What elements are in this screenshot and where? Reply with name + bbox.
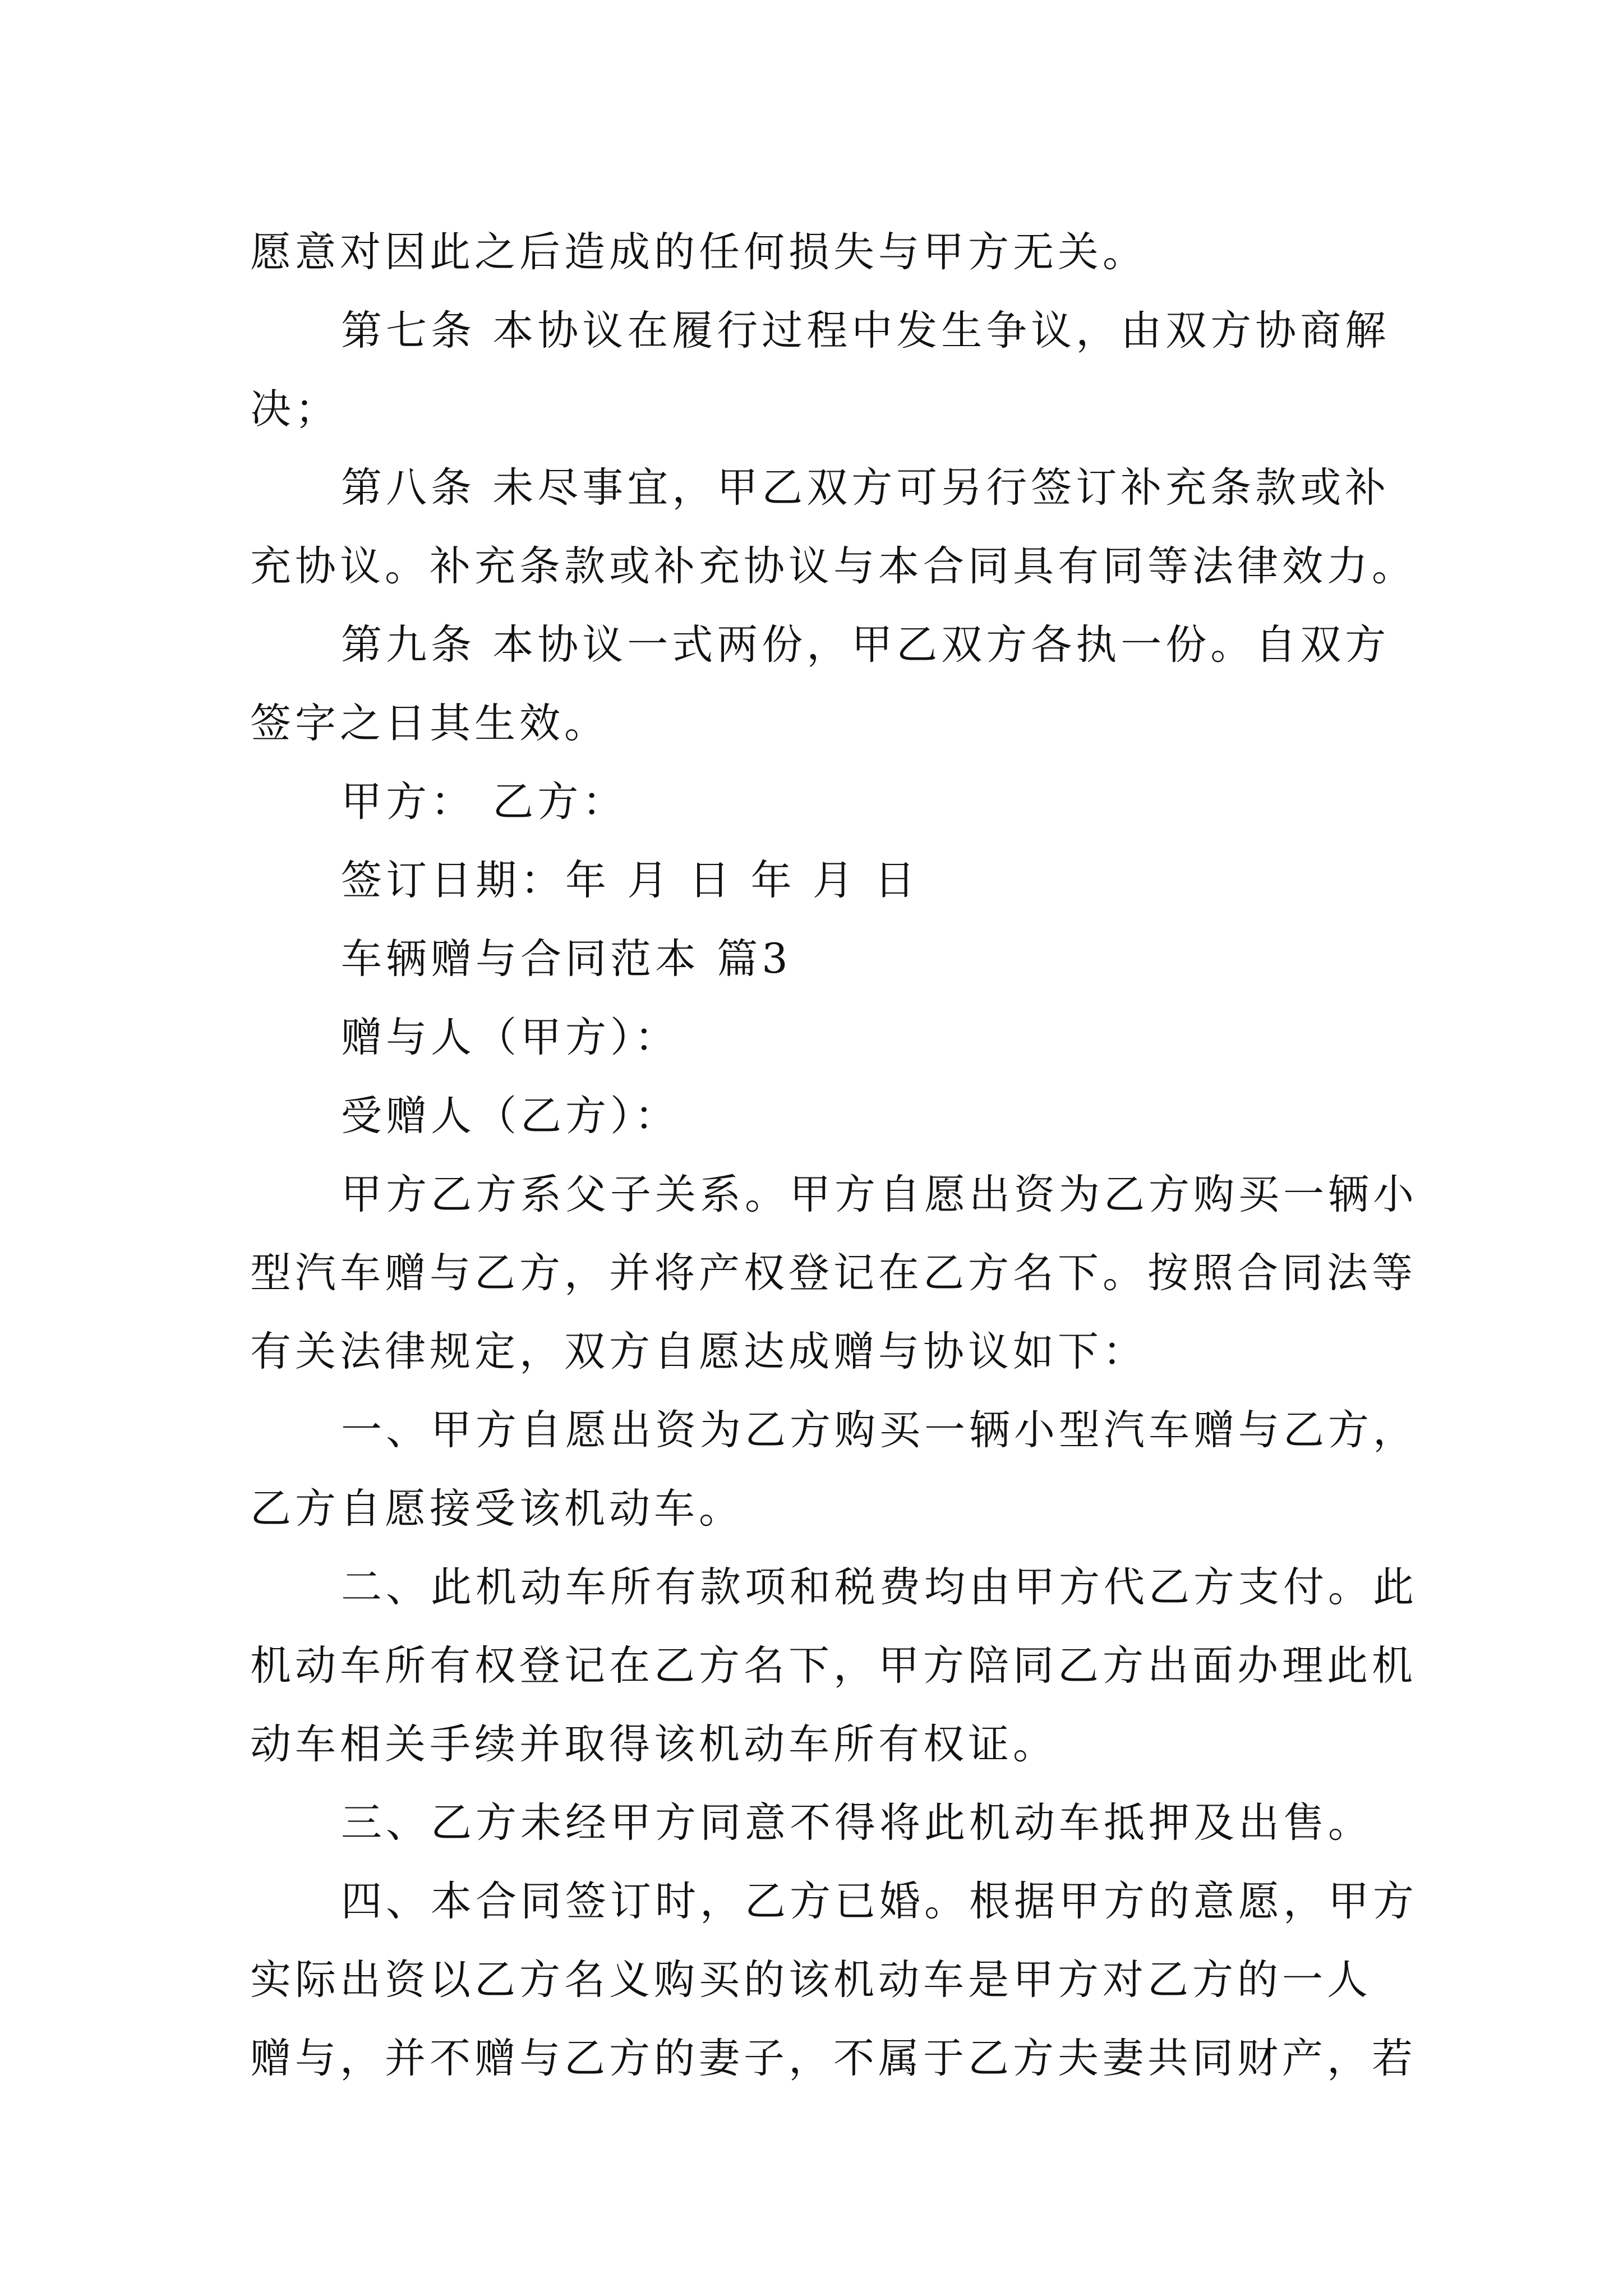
intro-paragraph xyxy=(250,1156,1418,1391)
document-page xyxy=(250,213,1418,2098)
donor-line: 赠与人（甲方）： xyxy=(341,1014,680,1061)
text-line: 实际出资以乙方名义购买的该机动车是甲方对乙方的一人 xyxy=(250,1956,1372,2004)
clause-3-paragraph: 三、乙方未经甲方同意不得将此机动车抵押及出售。 xyxy=(341,1799,1373,1847)
text-line: 四、本合同签订时，乙方已婚。根据甲方的意愿，甲方 xyxy=(341,1878,1418,1925)
text-line: 有关法律规定，双方自愿达成赠与协议如下： xyxy=(250,1328,1147,1375)
clause-2-paragraph xyxy=(250,1548,1418,1784)
clause-4-paragraph xyxy=(250,1862,1418,2098)
text-line: 机动车所有权登记在乙方名下，甲方陪同乙方出面办理此机 xyxy=(250,1642,1417,1690)
section-heading: 车辆赠与合同范本 篇3 xyxy=(341,935,792,983)
text-line: 动车相关手续并取得该机动车所有权证。 xyxy=(250,1720,1058,1768)
text-line: 决； xyxy=(250,385,340,433)
text-line: 赠与，并不赠与乙方的妻子，不属于乙方夫妻共同财产，若 xyxy=(250,2035,1417,2082)
text-line: 签字之日其生效。 xyxy=(250,700,609,747)
donee-line: 受赠人（乙方）： xyxy=(341,1092,680,1140)
text-line: 二、此机动车所有款项和税费均由甲方代乙方支付。此 xyxy=(341,1563,1418,1611)
text-line: 甲方乙方系父子关系。甲方自愿出资为乙方购买一辆小 xyxy=(341,1171,1418,1218)
article-9-paragraph xyxy=(250,606,1389,763)
text-line: 乙方自愿接受该机动车。 xyxy=(250,1485,744,1533)
article-8-paragraph xyxy=(250,449,1417,606)
text-line: 愿意对因此之后造成的任何损失与甲方无关。 xyxy=(250,228,1147,276)
text-line: 充协议。补充条款或补充协议与本合同具有同等法律效力。 xyxy=(250,542,1417,590)
text-line: 第九条 本协议一式两份，甲乙双方各执一份。自双方 xyxy=(341,621,1390,669)
text-line: 型汽车赠与乙方，并将产权登记在乙方名下。按照合同法等 xyxy=(250,1249,1417,1297)
text-line: 第七条 本协议在履行过程中发生争议，由双方协商解 xyxy=(341,307,1390,355)
signing-date-line: 签订日期：年 月 日 年 月 日 xyxy=(341,857,920,904)
article-7-paragraph xyxy=(250,292,1389,449)
text-line: 一、甲方自愿出资为乙方购买一辆小型汽车赠与乙方， xyxy=(341,1406,1418,1454)
text-line: 第八条 未尽事宜，甲乙双方可另行签订补充条款或补 xyxy=(341,464,1390,512)
party-signature-line: 甲方： 乙方： xyxy=(341,778,628,826)
clause-1-paragraph xyxy=(250,1391,1418,1548)
